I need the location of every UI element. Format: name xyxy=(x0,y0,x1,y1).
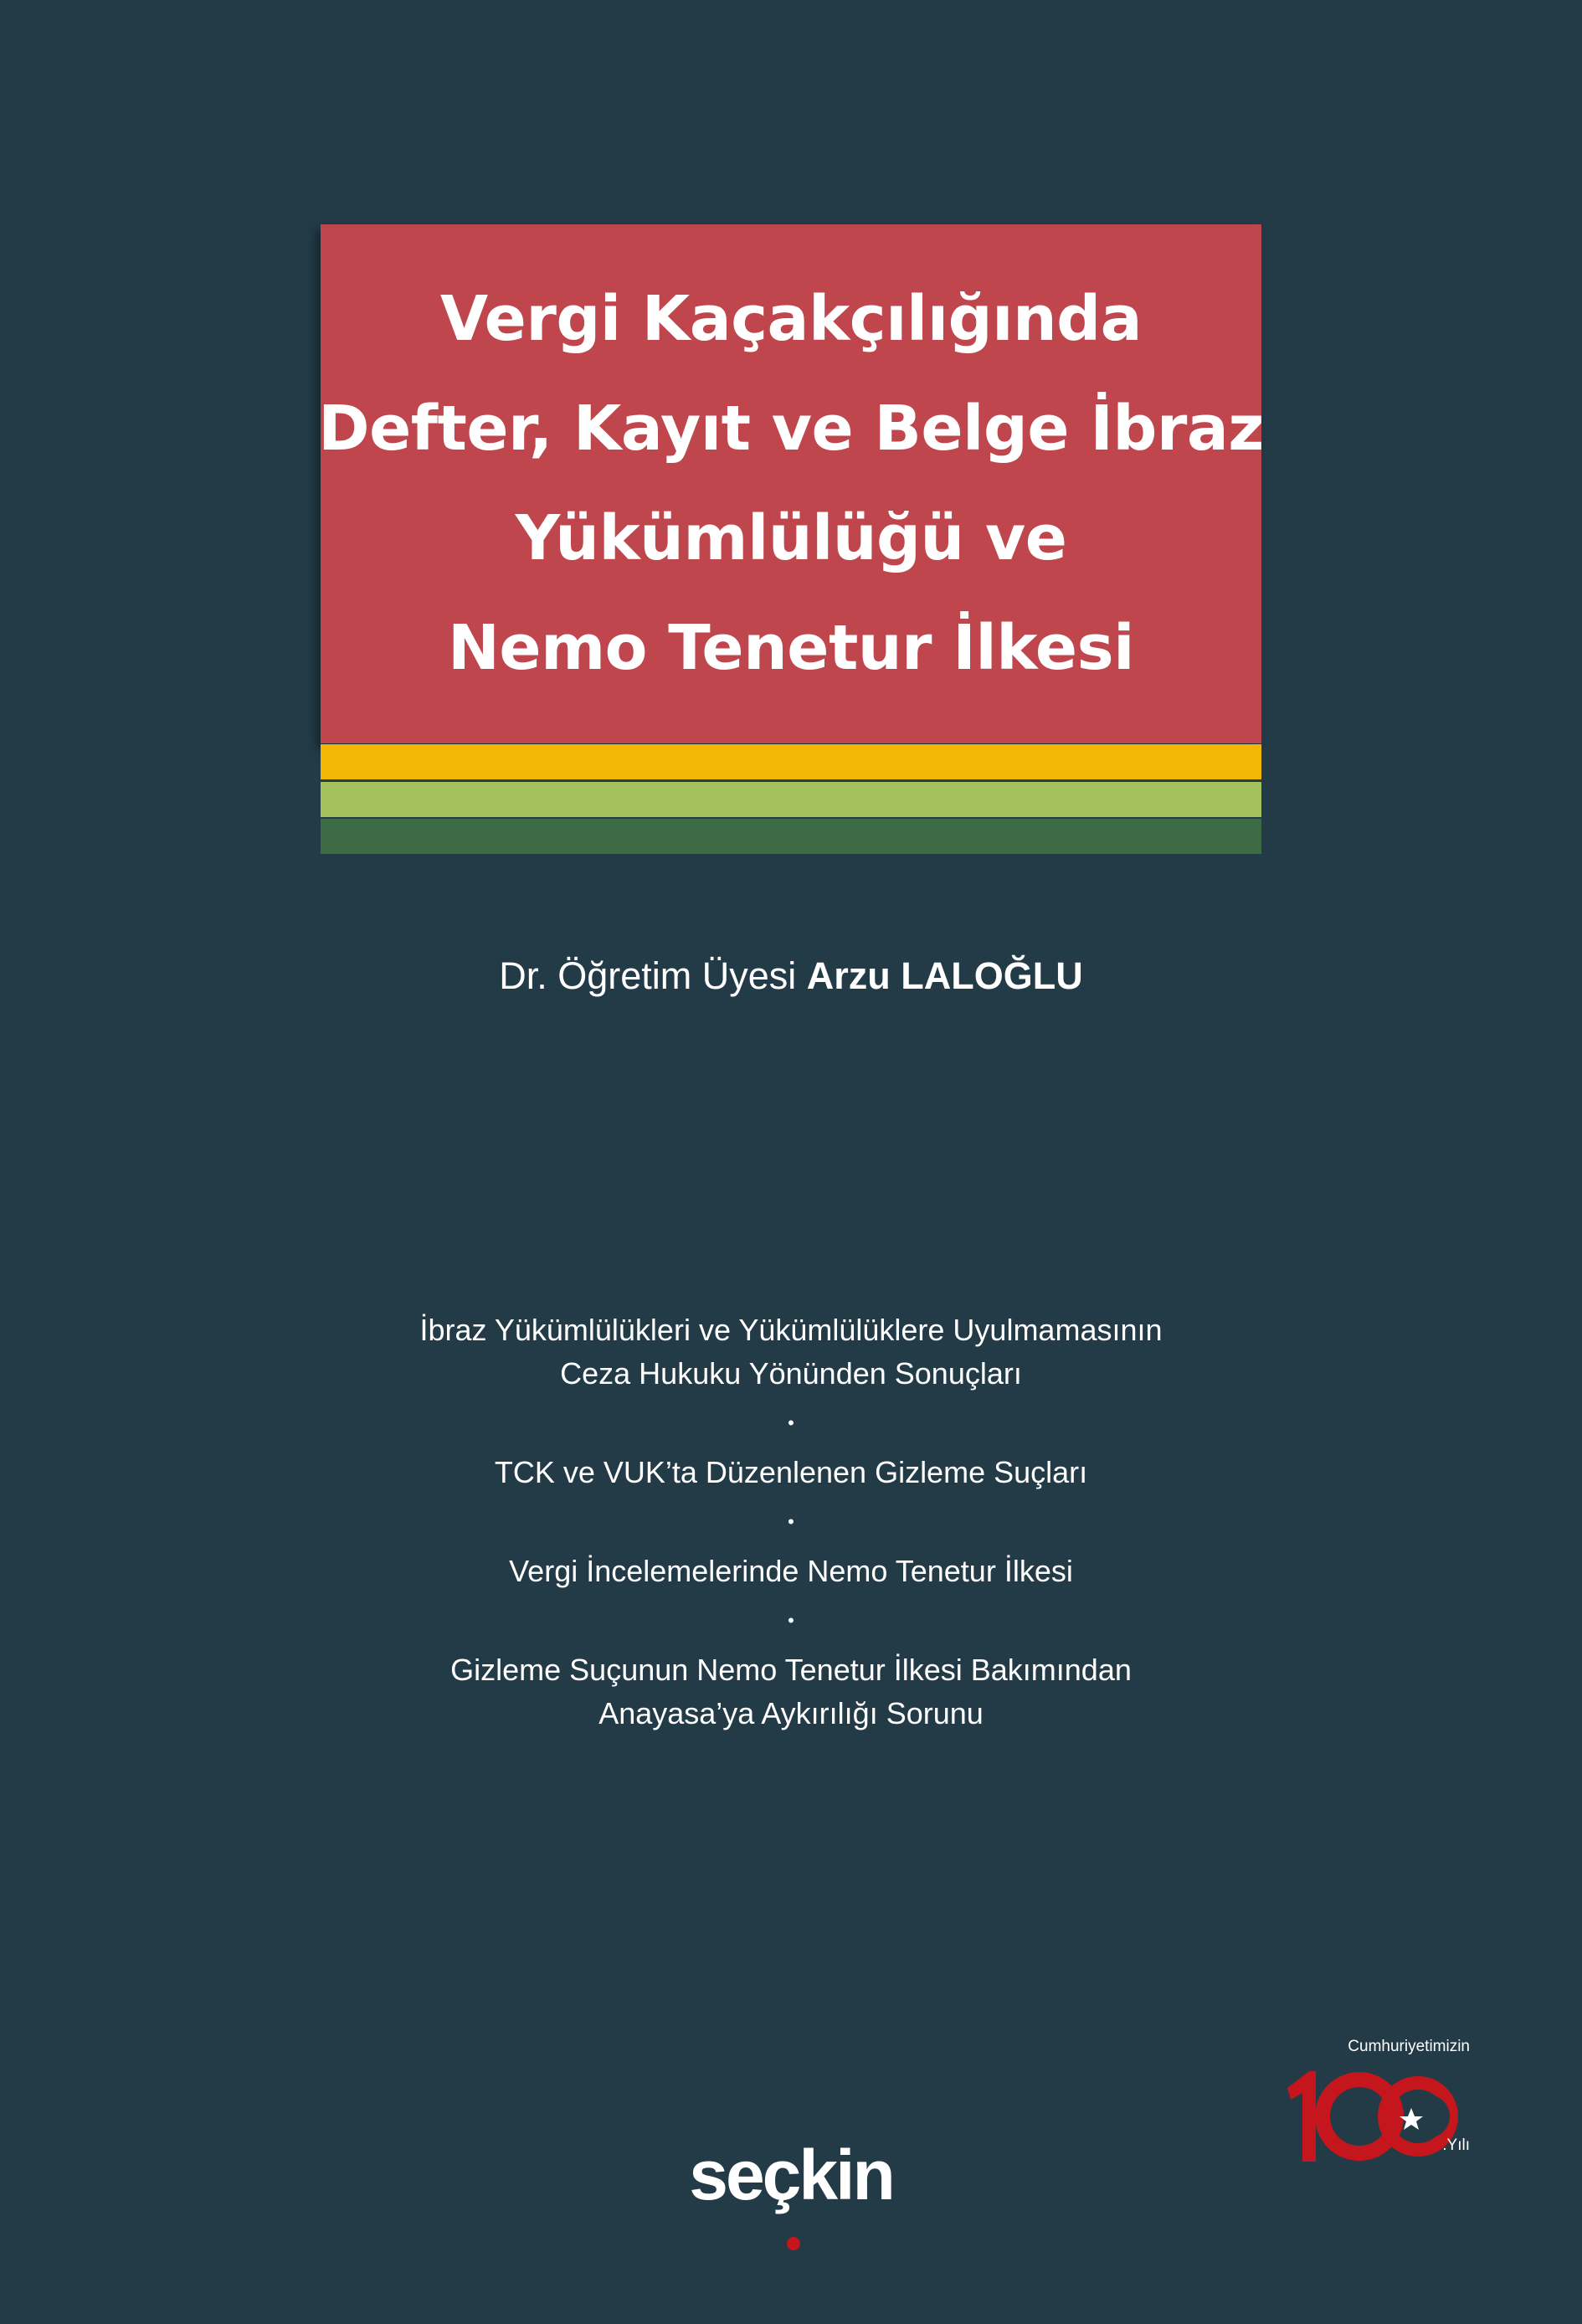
topic-4-line-2: Anayasa’ya Aykırılığı Sorunu xyxy=(598,1696,984,1730)
publisher-dot-icon xyxy=(785,2235,802,2252)
stripe-dark-green xyxy=(321,819,1261,854)
stripe-yellow xyxy=(321,744,1261,779)
title-line-2: Defter, Kayıt ve Belge İbraz xyxy=(318,393,1264,465)
bullet-separator: • xyxy=(788,1610,794,1631)
topic-4-line-1: Gizleme Suçunun Nemo Tenetur İlkesi Bakımından xyxy=(450,1653,1132,1687)
topic-4 xyxy=(0,1648,1582,1735)
publisher-name: seçkin xyxy=(689,2136,893,2214)
centennial-top-text: Cumhuriyetimizin xyxy=(1348,2038,1470,2055)
topics-list xyxy=(0,1309,1582,1735)
centennial-bottom-text: .Yılı xyxy=(1442,2136,1470,2154)
author-name: Arzu LALOĞLU xyxy=(806,954,1083,997)
topic-3 xyxy=(0,1550,1582,1593)
bullet-separator: • xyxy=(788,1511,794,1532)
title-box xyxy=(318,224,1264,743)
topic-1-line-1: İbraz Yükümlülükleri ve Yükümlülüklere Uyulmamasının xyxy=(419,1313,1163,1347)
title-line-1: Vergi Kaçakçılığında xyxy=(439,283,1143,355)
topic-1 xyxy=(0,1309,1582,1396)
topic-2-line-1: TCK ve VUK’ta Düzenlenen Gizleme Suçları xyxy=(494,1455,1088,1489)
topic-2 xyxy=(0,1451,1582,1494)
topic-3-line-1: Vergi İncelemelerinde Nemo Tenetur İlkesi xyxy=(509,1554,1073,1588)
author xyxy=(0,954,1582,998)
publisher-logo xyxy=(0,2135,1582,2216)
stripe-light-green xyxy=(321,782,1261,817)
bullet-separator: • xyxy=(788,1412,794,1433)
title-line-4: Nemo Tenetur İlkesi xyxy=(447,612,1135,684)
title-line-3: Yükümlülüğü ve xyxy=(515,502,1067,574)
topic-1-line-2: Ceza Hukuku Yönünden Sonuçları xyxy=(560,1356,1022,1391)
author-prefix: Dr. Öğretim Üyesi xyxy=(499,954,797,997)
